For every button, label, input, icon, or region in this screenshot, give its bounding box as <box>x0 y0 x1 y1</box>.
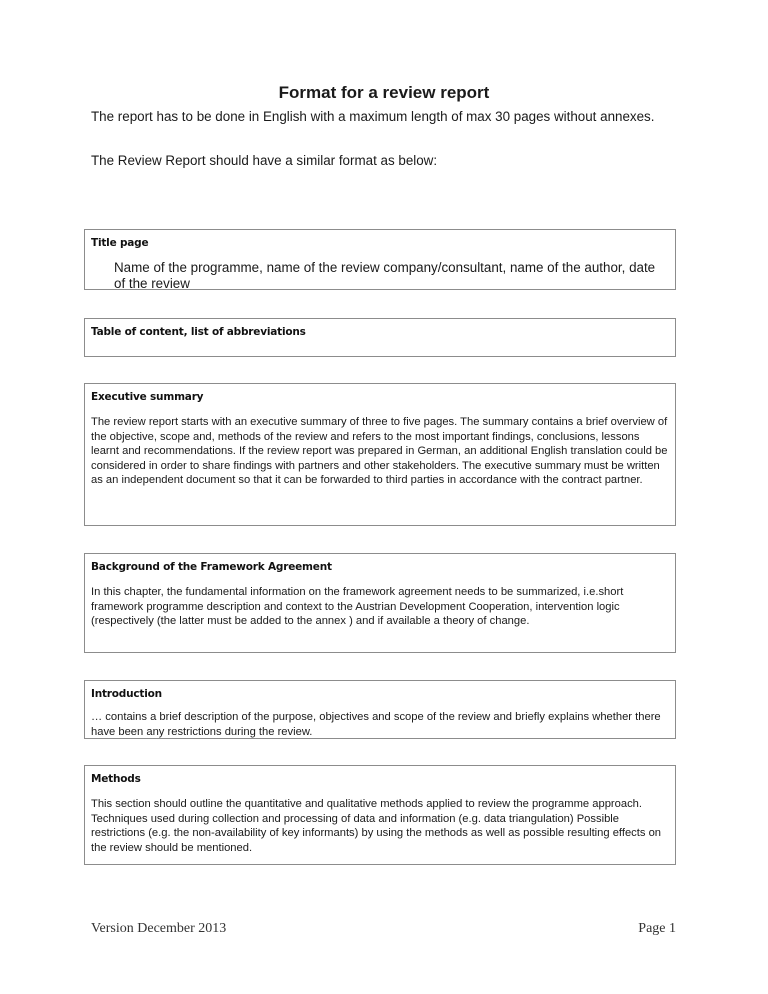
section-heading: Executive summary <box>91 391 204 403</box>
section-body: The review report starts with an executive summary of three to five pages. The summary contains a brief overview of the objective, scope and, methods of the review and refers to the most important findings, conclusions, lessons learnt and recommendations. If the review report was prepared in German, an additional English translation could be considered in order to share findings with partners and other stakeholders. The executive summary must be written as an independent document so that it can be forwarded to third parties in accordance with the contract partner. <box>91 416 668 487</box>
section-body: This section should outline the quantitative and qualitative methods applied to review the programme approach. Techniques used during collection and processing of data and information (e.g. data triangulation) Possible restrictions (e.g. the non-availability of key informants) by using the methods as well as possible resulting effects on the review should be mentioned. <box>91 798 662 854</box>
page-title: Format for a review report <box>278 83 490 102</box>
intro-paragraph-length: The report has to be done in English with a maximum length of max 30 pages without annexes. <box>91 109 655 124</box>
section-heading: Background of the Framework Agreement <box>91 561 332 573</box>
section-table-of-content <box>84 318 676 357</box>
section-heading: Table of content, list of abbreviations <box>91 326 306 338</box>
section-body: In this chapter, the fundamental information on the framework agreement needs to be summarized, i.e.short framework programme description and context to the Austrian Development Cooperation, intervention logic (respectively (the latter must be added to the annex ) and if available a theory of change. <box>91 586 624 628</box>
section-title-page <box>84 229 676 290</box>
section-executive-summary <box>84 383 676 526</box>
section-body: Name of the programme, name of the review company/consultant, name of the author, date of the review <box>114 260 656 291</box>
footer-page-number: Page 1 <box>638 921 676 936</box>
section-body: … contains a brief description of the purpose, objectives and scope of the review and briefly explains whether there have been any restrictions during the review. <box>91 711 661 738</box>
section-methods <box>84 765 676 865</box>
section-introduction <box>84 680 676 739</box>
intro-paragraph-format: The Review Report should have a similar format as below: <box>91 153 438 168</box>
section-heading: Title page <box>91 237 149 249</box>
section-background <box>84 553 676 653</box>
footer-version: Version December 2013 <box>91 921 227 936</box>
section-heading: Introduction <box>91 688 162 700</box>
section-heading: Methods <box>91 773 141 785</box>
